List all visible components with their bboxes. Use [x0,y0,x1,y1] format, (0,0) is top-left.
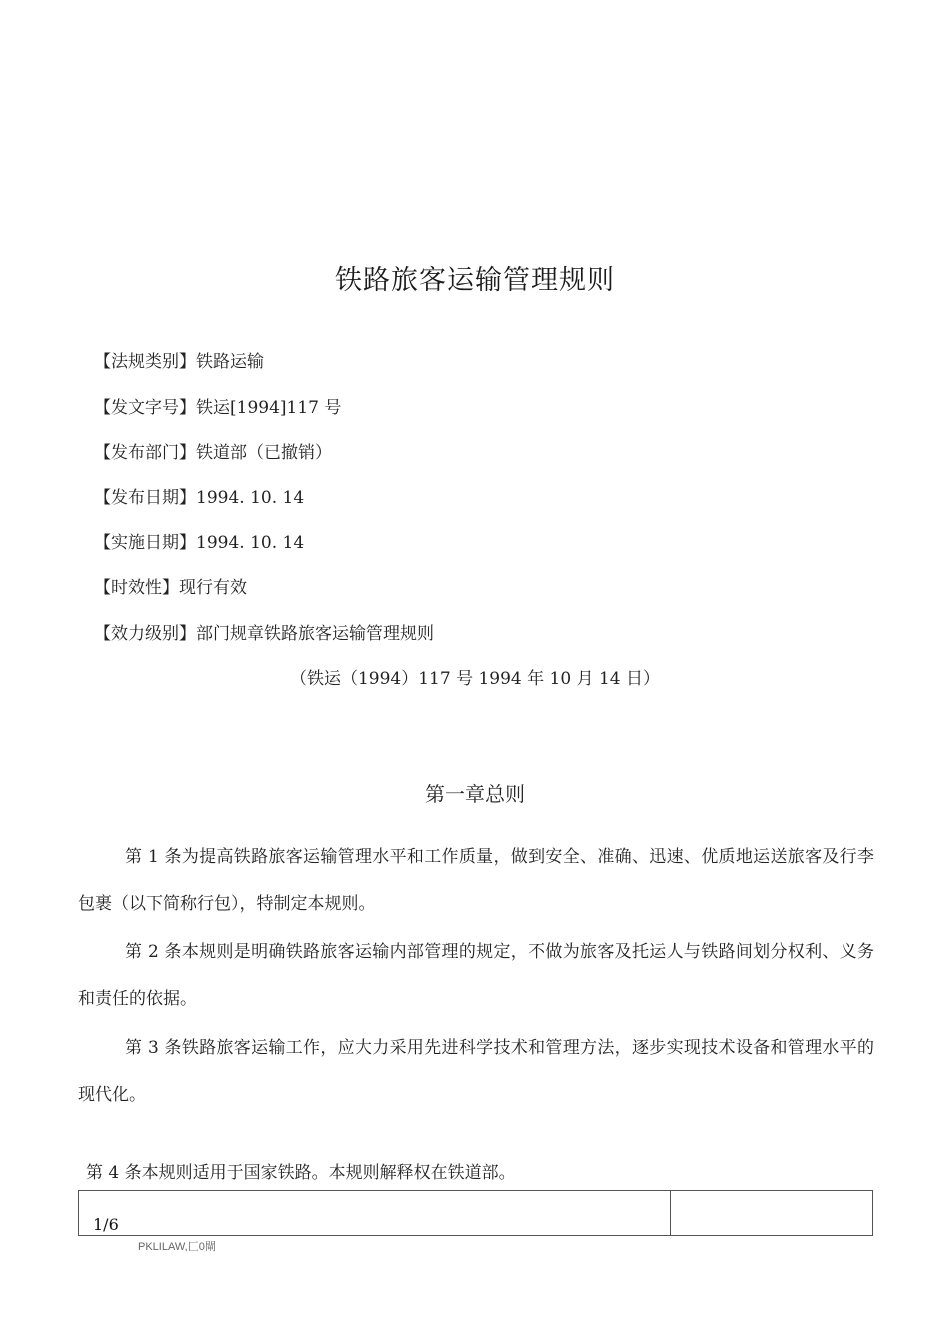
footer-table [78,1190,873,1236]
document-title: 铁路旅客运输管理规则 [335,265,615,296]
meta-category: 【法规类别】铁路运输 [94,352,264,372]
meta-validity: 【时效性】现行有效 [94,578,247,598]
article-2: 第 2 条本规则是明确铁路旅客运输内部管理的规定，不做为旅客及托运人与铁路间划分权利、义务和责任的依据。 [78,942,874,1009]
page-number: 1/6 [93,1215,119,1234]
chapter-heading: 第一章总则 [425,782,525,806]
article-3: 第 3 条铁路旅客运输工作，应大力采用先进科学技术和管理方法，逐步实现技术设备和管理水平的现代化。 [78,1038,874,1105]
meta-effective-date: 【实施日期】1994. 10. 14 [94,533,305,553]
meta-document-number: 【发文字号】铁运[1994]117 号 [94,398,342,418]
meta-issuing-department: 【发布部门】铁道部（已撤销） [94,443,332,463]
issuance-note: （铁运（1994）117 号 1994 年 10 月 14 日） [289,669,661,689]
article-1: 第 1 条为提高铁路旅客运输管理水平和工作质量，做到安全、准确、迅速、优质地运送旅客及行李包裹（以下简称行包），特制定本规则。 [78,847,874,914]
watermark-text: PKLILAW,匚0閘 [138,1241,216,1253]
meta-authority-level: 【效力级别】部门规章铁路旅客运输管理规则 [94,624,434,644]
footer-divider [670,1191,671,1235]
meta-issue-date: 【发布日期】1994. 10. 14 [94,488,305,508]
article-4: 第 4 条本规则适用于国家铁路。本规则解释权在铁道部。 [86,1163,516,1183]
